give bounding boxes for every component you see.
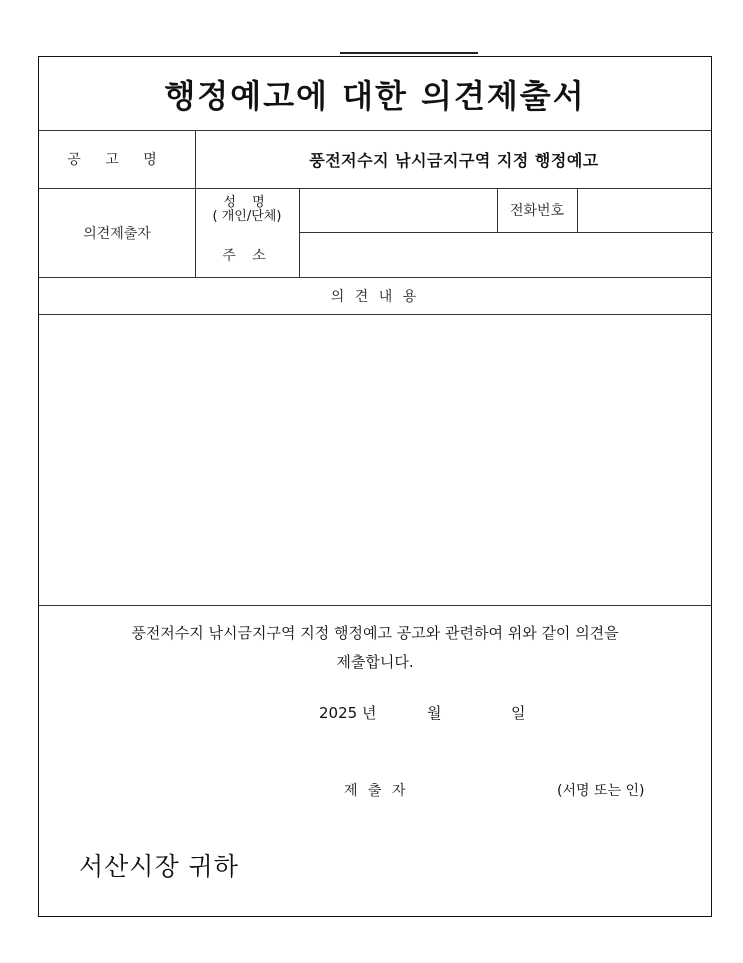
closing-line-2: 제출합니다. — [336, 653, 414, 671]
closing-line-1: 풍전저수지 낚시금지구역 지정 행정예고 공고와 관련하여 위와 같이 의견을 — [131, 624, 619, 642]
opinion-submission-form — [38, 56, 712, 917]
address-label: 주 소 — [222, 247, 272, 264]
top-decorative-line — [340, 52, 478, 54]
address-field[interactable] — [299, 232, 713, 277]
name-label-line1: 성 명 — [223, 194, 271, 210]
divider — [39, 605, 711, 606]
signature-hint: (서명 또는 인) — [557, 783, 645, 799]
date-year: 2025 년 — [319, 704, 377, 722]
name-label-line2: ( 개인/단체) — [212, 209, 282, 224]
date-month: 월 — [427, 704, 442, 722]
date-day: 일 — [511, 704, 526, 722]
name-label — [195, 188, 299, 232]
notice-title: 풍전저수지 낚시금지구역 지정 행정예고 — [309, 150, 599, 170]
submitter-sign-label: 제 출 자 — [344, 783, 409, 799]
addressee: 서산시장 귀하 — [79, 852, 239, 881]
opinion-content-field[interactable] — [39, 314, 711, 604]
name-field[interactable] — [299, 188, 497, 232]
submitter-label: 의견제출자 — [83, 225, 151, 242]
form-title: 행정예고에 대한 의견제출서 — [164, 76, 586, 115]
phone-field[interactable] — [577, 188, 713, 232]
closing-statement — [39, 619, 711, 677]
phone-label: 전화번호 — [509, 203, 565, 219]
notice-label: 공 고 명 — [67, 152, 167, 168]
opinion-header: 의 견 내 용 — [330, 288, 420, 305]
